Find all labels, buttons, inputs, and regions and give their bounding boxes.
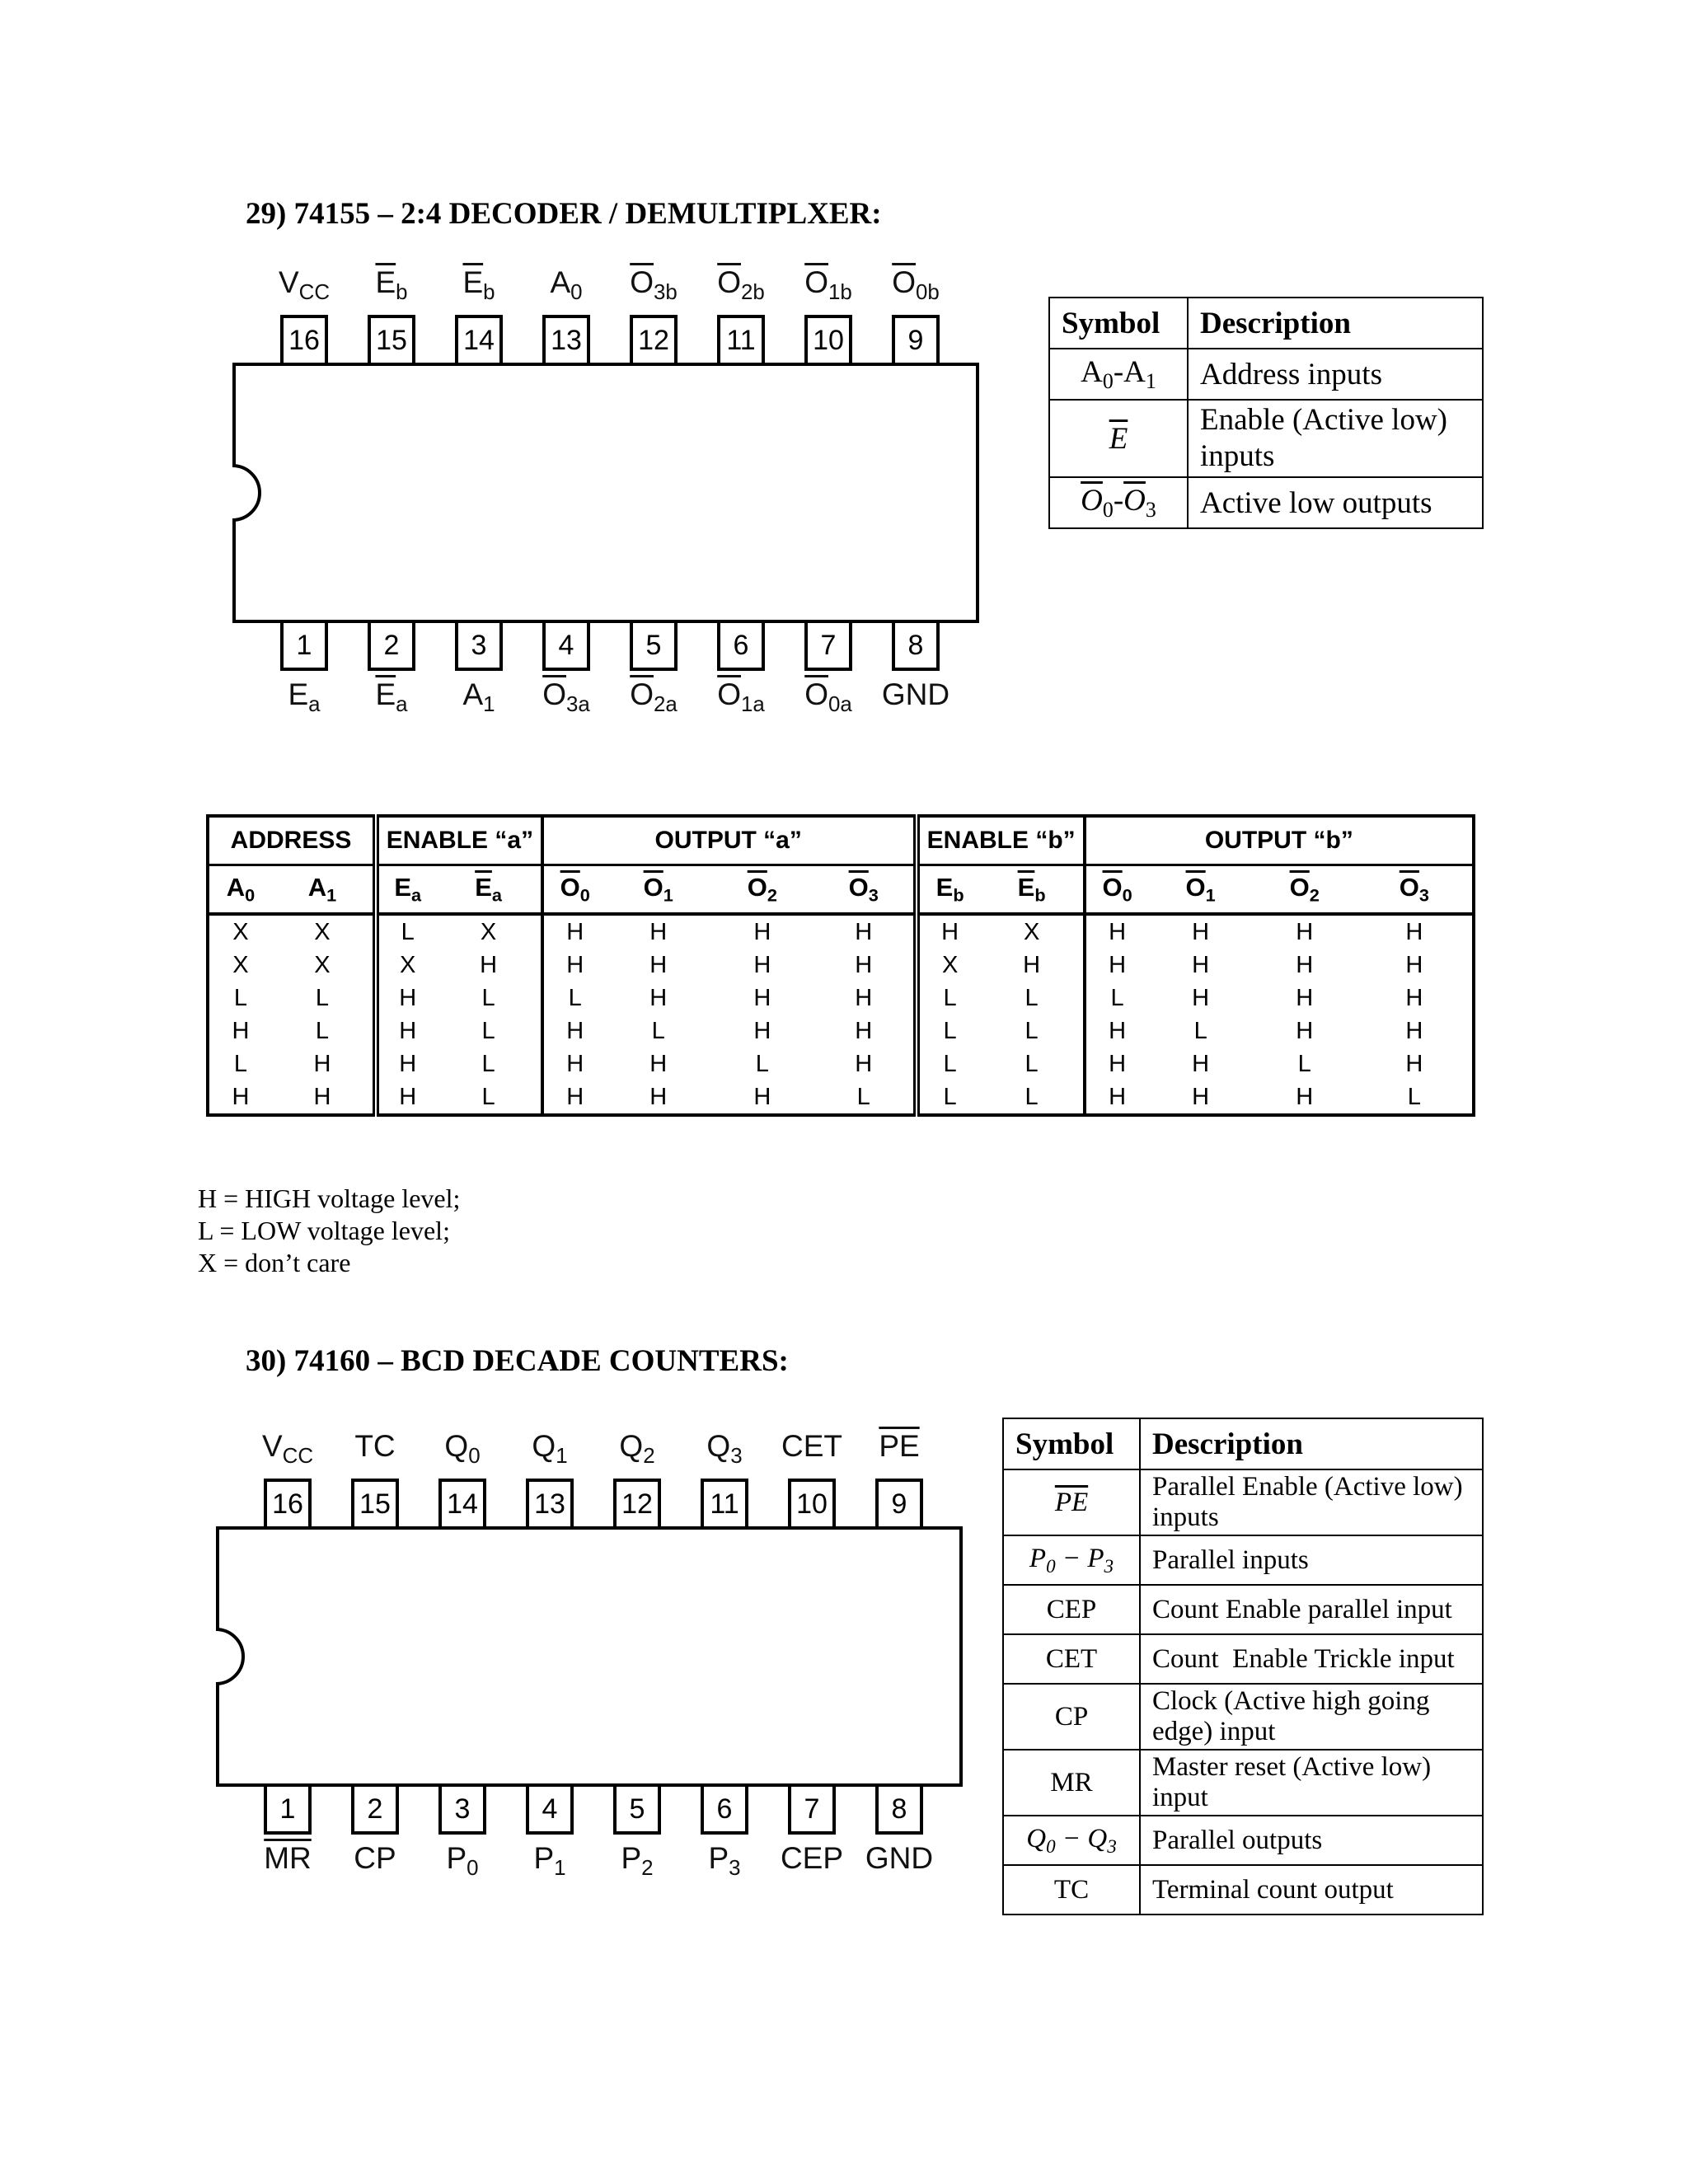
table-cell: H (1192, 984, 1210, 1011)
table-cell: L (208, 982, 272, 1015)
table-cell: H (1192, 918, 1210, 945)
pin-label-7: CEP (780, 1841, 844, 1875)
table-cell: L (315, 984, 330, 1011)
symbol-cell: TC (1003, 1865, 1140, 1915)
pin-5: 5 (613, 1787, 661, 1835)
table-cell: H (649, 951, 668, 978)
column-header: $\overline{E}_a$ (436, 865, 542, 915)
table-row (208, 914, 1474, 949)
table-cell: H (649, 918, 668, 945)
table-cell: H (855, 1017, 873, 1044)
table-cell: L (917, 1080, 981, 1115)
pin-8: 8 (892, 623, 940, 671)
table-cell: H (1192, 951, 1210, 978)
table-cell: H (1296, 984, 1314, 1011)
table-cell: H (855, 918, 873, 945)
table-cell: H (1085, 949, 1149, 982)
symbol-cell: $\overline{O}_0-\overline{O}_3$ (1049, 477, 1188, 528)
table-cell: L (651, 1017, 665, 1044)
description-cell: Master reset (Active low) input (1140, 1750, 1483, 1816)
table-cell: L (481, 1017, 495, 1044)
table-cell: H (542, 949, 607, 982)
symbol-cell: CET (1003, 1634, 1140, 1684)
pin-16: 16 (264, 1479, 312, 1526)
column-header: $E_a$ (376, 865, 436, 915)
table-cell: X (1023, 918, 1040, 945)
table-row (208, 1015, 1474, 1047)
pin-label-16: $V_{CC}$ (278, 265, 331, 304)
pin-label-2: $\overline{E}_a$ (375, 677, 408, 716)
table-row (208, 1080, 1474, 1115)
pin-1: 1 (264, 1787, 312, 1835)
table-cell: H (272, 1080, 376, 1115)
table-cell: L (436, 1080, 542, 1115)
pin-5: 5 (630, 623, 678, 671)
group-header-row (208, 816, 1474, 865)
pin-13: 13 (542, 315, 590, 363)
column-header: $\overline{O}_1$ (607, 865, 710, 915)
table-cell: H (710, 1080, 814, 1115)
pin-label-9: $\overline{O}_{0b}$ (892, 265, 940, 304)
table-cell: H (1085, 1080, 1149, 1115)
header-symbol: Symbol (1049, 298, 1188, 349)
table-cell: H (376, 1080, 436, 1115)
pin-label-10: CET (781, 1429, 842, 1463)
table-cell: L (917, 1015, 981, 1047)
pin-label-4: $P_1$ (533, 1841, 566, 1880)
table-cell: H (1357, 1047, 1474, 1080)
group-header: OUTPUT “a” (542, 816, 917, 865)
symbol-cell: $\overline{E}$ (1049, 400, 1188, 477)
table-cell: L (917, 1047, 981, 1080)
pin-label-5: $P_2$ (621, 1841, 654, 1880)
pin-label-14: $\overline{E}_b$ (462, 265, 495, 304)
table-cell: H (1085, 914, 1149, 949)
table-cell: H (1357, 1015, 1474, 1047)
ic-notch (204, 464, 261, 522)
table-cell: H (855, 951, 873, 978)
column-header: $\overline{O}_0$ (1085, 865, 1149, 915)
table-row (208, 949, 1474, 982)
column-header: $\overline{O}_0$ (542, 865, 607, 915)
table-cell: H (376, 1015, 436, 1047)
pin-1: 1 (280, 623, 328, 671)
table-cell: H (855, 984, 873, 1011)
pin-label-3: $A_1$ (462, 677, 495, 716)
table-cell: H (480, 951, 498, 978)
table-cell: L (1357, 1080, 1474, 1115)
column-header: $\overline{O}_3$ (814, 865, 917, 915)
table-cell: X (208, 914, 272, 949)
table-cell: H (1357, 914, 1474, 949)
table-cell: L (542, 982, 607, 1015)
ic-74160-pinout (216, 1419, 974, 1889)
description-cell: Clock (Active high going edge) input (1140, 1684, 1483, 1750)
table-cell: H (1085, 1047, 1149, 1080)
table-cell: H (1357, 982, 1474, 1015)
pin-label-1: $\overline{MR}$ (264, 1841, 312, 1875)
symbol-cell: CP (1003, 1684, 1140, 1750)
pin-label-2: CP (354, 1841, 396, 1875)
header-description: Description (1188, 298, 1483, 349)
pin-3: 3 (455, 623, 503, 671)
table-cell: X (480, 918, 497, 945)
table-cell: X (314, 951, 331, 978)
table-cell: H (542, 914, 607, 949)
pin-label-13: $Q_1$ (532, 1429, 568, 1468)
table-cell: L (376, 914, 436, 949)
pin-13: 13 (526, 1479, 574, 1526)
pin-label-5: $\overline{O}_{2a}$ (630, 677, 678, 716)
ic-body (216, 1526, 963, 1787)
column-header: $\overline{O}_1$ (1149, 865, 1253, 915)
description-cell: Terminal count output (1140, 1865, 1483, 1915)
pin-9: 9 (892, 315, 940, 363)
pin-9: 9 (875, 1479, 923, 1526)
pin-10: 10 (804, 315, 852, 363)
pin-label-7: $\overline{O}_{0a}$ (804, 677, 852, 716)
note-low: L = LOW voltage level; (198, 1216, 450, 1245)
group-header: ADDRESS (208, 816, 376, 865)
column-header: $E_b$ (917, 865, 981, 915)
table-cell: H (313, 1050, 331, 1077)
pin-label-6: $P_3$ (708, 1841, 741, 1880)
table-cell: H (542, 1047, 607, 1080)
pin-11: 11 (717, 315, 765, 363)
pin-label-15: TC (354, 1429, 396, 1463)
description-cell: Count Enable Trickle input (1140, 1634, 1483, 1684)
table-cell: H (376, 1047, 436, 1080)
table-cell: H (208, 1080, 272, 1115)
table-cell: H (1253, 1080, 1357, 1115)
pin-7: 7 (804, 623, 852, 671)
table-cell: L (1025, 1050, 1039, 1077)
table-cell: H (542, 1080, 607, 1115)
table-cell: H (855, 1050, 873, 1077)
table-cell: L (814, 1080, 917, 1115)
symbol-table-74160 (1002, 1418, 1484, 1915)
table-cell: H (753, 984, 771, 1011)
table-cell: L (1297, 1050, 1311, 1077)
table-cell: H (753, 918, 771, 945)
pin-16: 16 (280, 315, 328, 363)
table-row (208, 1047, 1474, 1080)
table-cell: H (1357, 949, 1474, 982)
description-cell: Count Enable parallel input (1140, 1585, 1483, 1634)
truth-table-74155 (206, 814, 1475, 1117)
pin-label-15: $\overline{E}_b$ (375, 265, 408, 304)
pin-4: 4 (542, 623, 590, 671)
column-header: $A_1$ (272, 865, 376, 915)
pin-2: 2 (351, 1787, 399, 1835)
symbol-cell: $P_0 - P_3$ (1003, 1535, 1140, 1585)
column-header: $\overline{O}_3$ (1357, 865, 1474, 915)
table-cell: H (1296, 951, 1314, 978)
column-header: $\overline{O}_2$ (710, 865, 814, 915)
table-cell: L (1085, 982, 1149, 1015)
table-cell: L (981, 1080, 1085, 1115)
pin-label-8: GND (881, 677, 950, 711)
table-cell: H (917, 914, 981, 949)
note-dont-care: X = don’t care (198, 1248, 351, 1277)
legend-notes (198, 1183, 460, 1279)
pin-label-12: $Q_2$ (619, 1429, 655, 1468)
description-cell: Address inputs (1188, 349, 1483, 400)
pin-15: 15 (368, 315, 415, 363)
description-cell: Enable (Active low) inputs (1188, 400, 1483, 477)
table-cell: H (208, 1015, 272, 1047)
table-cell: L (208, 1047, 272, 1080)
pin-8: 8 (875, 1787, 923, 1835)
table-cell: H (1023, 951, 1041, 978)
column-header: $\overline{E}_b$ (981, 865, 1085, 915)
table-cell: L (755, 1050, 769, 1077)
ic-body (232, 363, 979, 623)
table-row (208, 982, 1474, 1015)
ic-74155-pinout (232, 255, 991, 725)
table-cell: H (649, 1050, 668, 1077)
table-cell: H (649, 984, 668, 1011)
pin-label-10: $\overline{O}_{1b}$ (804, 265, 852, 304)
header-symbol: Symbol (1003, 1418, 1140, 1469)
group-header: OUTPUT “b” (1085, 816, 1474, 865)
description-cell: Parallel outputs (1140, 1816, 1483, 1865)
pin-label-8: GND (865, 1841, 934, 1875)
pin-label-3: $P_0$ (446, 1841, 479, 1880)
table-cell: L (1025, 1017, 1039, 1044)
pin-12: 12 (630, 315, 678, 363)
pin-14: 14 (438, 1479, 486, 1526)
table-cell: H (1085, 1015, 1149, 1047)
ic-notch (187, 1628, 245, 1685)
pin-label-9: $\overline{PE}$ (879, 1429, 920, 1463)
symbol-cell: MR (1003, 1750, 1140, 1816)
note-high: H = HIGH voltage level; (198, 1183, 461, 1213)
table-cell: H (1296, 918, 1314, 945)
symbol-cell: CEP (1003, 1585, 1140, 1634)
table-cell: L (481, 1050, 495, 1077)
symbol-cell: $\overline{PE}$ (1003, 1469, 1140, 1535)
table-cell: L (315, 1017, 330, 1044)
table-cell: H (1192, 1050, 1210, 1077)
pin-6: 6 (701, 1787, 748, 1835)
pin-label-11: $Q_3$ (706, 1429, 743, 1468)
pin-label-11: $\overline{O}_{2b}$ (717, 265, 765, 304)
group-header: ENABLE “b” (917, 816, 1085, 865)
pin-2: 2 (368, 623, 415, 671)
pin-label-13: $A_0$ (550, 265, 583, 304)
pin-label-16: $V_{CC}$ (261, 1429, 314, 1468)
table-cell: H (376, 982, 436, 1015)
table-cell: H (542, 1015, 607, 1047)
description-cell: Parallel inputs (1140, 1535, 1483, 1585)
symbol-cell: $A_0-A_1$ (1049, 349, 1188, 400)
pin-15: 15 (351, 1479, 399, 1526)
description-cell: Active low outputs (1188, 477, 1483, 528)
pin-label-4: $\overline{O}_{3a}$ (542, 677, 590, 716)
table-cell: L (917, 982, 981, 1015)
table-cell: X (314, 918, 331, 945)
pin-label-1: $E_a$ (288, 677, 321, 716)
section-30-title: 30) 74160 – BCD DECADE COUNTERS: (246, 1344, 789, 1378)
table-cell: L (1025, 984, 1039, 1011)
pin-10: 10 (788, 1479, 836, 1526)
table-cell: L (1193, 1017, 1207, 1044)
column-header-row (208, 865, 1474, 915)
table-cell: H (607, 1080, 710, 1115)
table-cell: L (481, 984, 495, 1011)
header-description: Description (1140, 1418, 1483, 1469)
pin-12: 12 (613, 1479, 661, 1526)
pin-3: 3 (438, 1787, 486, 1835)
pin-label-6: $\overline{O}_{1a}$ (717, 677, 765, 716)
table-cell: X (376, 949, 436, 982)
pin-14: 14 (455, 315, 503, 363)
table-cell: H (1149, 1080, 1253, 1115)
pin-7: 7 (788, 1787, 836, 1835)
pin-label-14: $Q_0$ (444, 1429, 481, 1468)
pin-4: 4 (526, 1787, 574, 1835)
column-header: $A_0$ (208, 865, 272, 915)
section-29-title: 29) 74155 – 2:4 DECODER / DEMULTIPLXER: (246, 197, 882, 231)
table-cell: H (753, 1017, 771, 1044)
pin-label-12: $\overline{O}_{3b}$ (630, 265, 678, 304)
symbol-table-74155 (1048, 297, 1484, 529)
table-cell: X (917, 949, 981, 982)
table-cell: H (753, 951, 771, 978)
pin-11: 11 (701, 1479, 748, 1526)
description-cell: Parallel Enable (Active low) inputs (1140, 1469, 1483, 1535)
table-cell: X (208, 949, 272, 982)
column-header: $\overline{O}_2$ (1253, 865, 1357, 915)
group-header: ENABLE “a” (376, 816, 542, 865)
table-cell: H (1296, 1017, 1314, 1044)
pin-6: 6 (717, 623, 765, 671)
symbol-cell: $Q_0 - Q_3$ (1003, 1816, 1140, 1865)
